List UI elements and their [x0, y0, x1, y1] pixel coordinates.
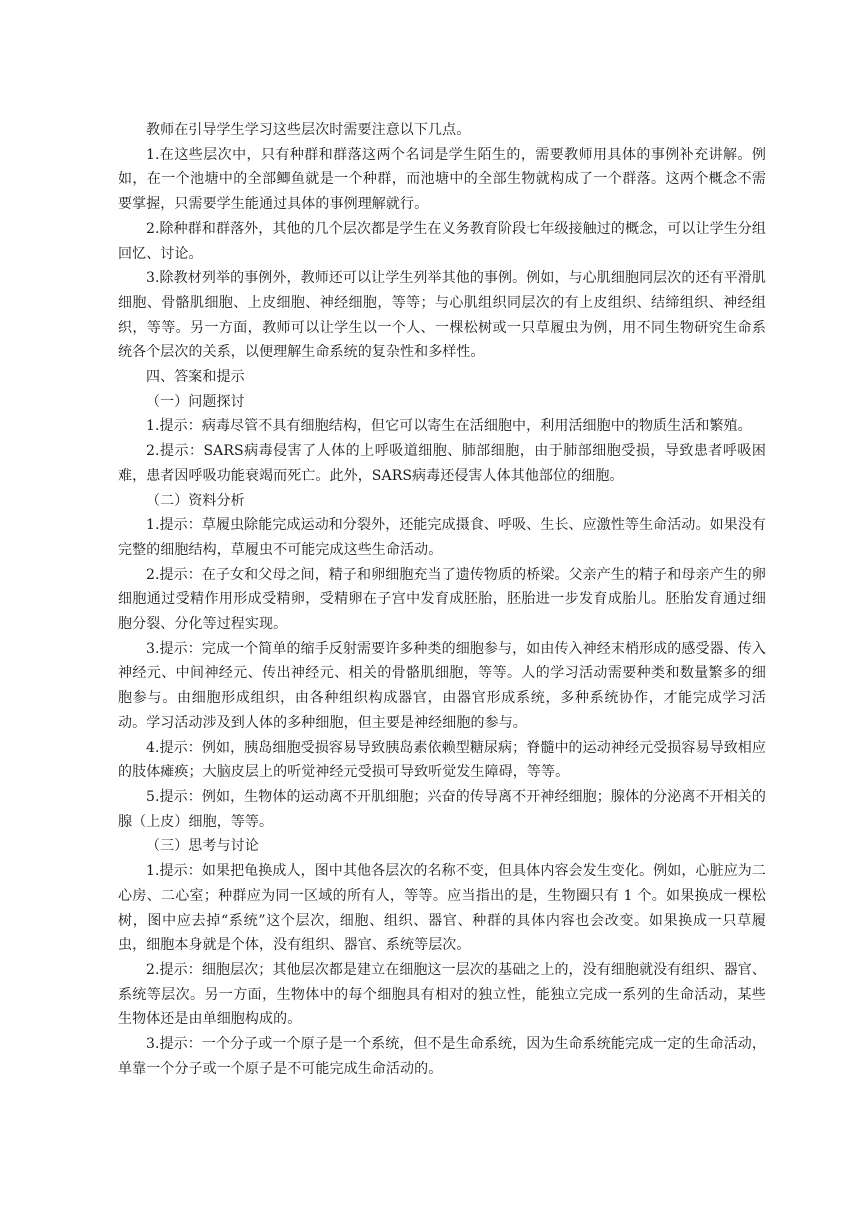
paragraph: 3.提示：一个分子或一个原子是一个系统，但不是生命系统，因为生命系统能完成一定的生命活动，单靠一个分子或一个原子是不可能完成生命活动的。	[118, 1036, 766, 1077]
section-heading: 四、答案和提示	[146, 369, 245, 386]
document-page	[118, 118, 766, 1081]
paragraph: 2.除种群和群落外，其他的几个层次都是学生在义务教育阶段七年级接触过的概念，可以让学生分组回忆、讨论。	[118, 220, 766, 262]
paragraph: 3.除教材列举的事例外，教师还可以让学生列举其他的事例。例如，与心肌细胞同层次的还有平滑肌细胞、骨骼肌细胞、上皮细胞、神经细胞，等等；与心肌组织同层次的有上皮组织、结缔组织、神经组织，等等。另一方面，教师可以让学生以一个人、一棵松树或一只草履虫为例，用不同生物研究生命系统各个层次的关系，以便理解生命系统的复杂性和多样性。	[118, 270, 766, 361]
paragraph: 2.提示：细胞层次；其他层次都是建立在细胞这一层次的基础之上的，没有细胞就没有组织、器官、系统等层次。另一方面，生物体中的每个细胞具有相对的独立性，能独立完成一系列的生命活动，某些生物体还是由单细胞构成的。	[118, 961, 766, 1028]
paragraph: 教师在引导学生学习这些层次时需要注意以下几点。	[146, 122, 471, 138]
paragraph: 5.提示：例如，生物体的运动离不开肌细胞；兴奋的传导离不开神经细胞；腺体的分泌离不开相关的腺（上皮）细胞，等等。	[118, 788, 766, 830]
paragraph: 2.提示：SARS病毒侵害了人体的上呼吸道细胞、肺部细胞，由于肺部细胞受损，导致患者呼吸困难，患者因呼吸功能衰竭而死亡。此外，SARS病毒还侵害人体其他部位的细胞。	[118, 443, 766, 484]
paragraph: 1.提示：草履虫除能完成运动和分裂外，还能完成摄食、呼吸、生长、应激性等生命活动。如果没有完整的细胞结构，草履虫不可能完成这些生命活动。	[118, 517, 766, 558]
paragraph: 3.提示：完成一个简单的缩手反射需要许多种类的细胞参与，如由传入神经末梢形成的感受器、传入神经元、中间神经元、传出神经元、相关的骨骼肌细胞，等等。人的学习活动需要种类和数量繁多的细胞参与。由细胞形成组织，由各种组织构成器官，由器官形成系统，多种系统协作，才能完成学习活动。学习活动涉及到人体的多种细胞，但主要是神经细胞的参与。	[118, 640, 766, 731]
paragraph: 1.提示：如果把龟换成人，图中其他各层次的名称不变，但具体内容会发生变化。例如，心脏应为二心房、二心室；种群应为同一区域的所有人，等等。应当指出的是，生物圈只有 1 个。如果换成一棵松树，图中应去掉“系统”这个层次，细胞、组织、器官、种群的具体内容也会改变。如果换成一只草履虫，细胞本身就是个体，没有组织、器官、系统等层次。	[118, 863, 766, 954]
subsection-heading: （三）思考与讨论	[146, 838, 259, 855]
paragraph: 1.在这些层次中，只有种群和群落这两个名词是学生陌生的，需要教师用具体的事例补充讲解。例如，在一个池塘中的全部鲫鱼就是一个种群，而池塘中的全部生物就构成了一个群落。这两个概念不需要掌握，只需要学生能通过具体的事例理解就行。	[118, 146, 766, 213]
subsection-heading: （二）资料分析	[146, 492, 245, 509]
paragraph: 4.提示：例如，胰岛细胞受损容易导致胰岛素依赖型糖尿病；脊髓中的运动神经元受损容易导致相应的肢体瘫痪；大脑皮层上的听觉神经元受损可导致听觉发生障碍，等等。	[118, 739, 766, 781]
paragraph: 1.提示：病毒尽管不具有细胞结构，但它可以寄生在活细胞中，利用活细胞中的物质生活和繁殖。	[146, 418, 752, 435]
paragraph: 2.提示：在子女和父母之间，精子和卵细胞充当了遗传物质的桥梁。父亲产生的精子和母亲产生的卵细胞通过受精作用形成受精卵，受精卵在子宫中发育成胚胎，胚胎进一步发育成胎儿。胚胎发育通过细胞分裂、分化等过程实现。	[118, 566, 766, 633]
subsection-heading: （一）问题探讨	[146, 393, 245, 410]
